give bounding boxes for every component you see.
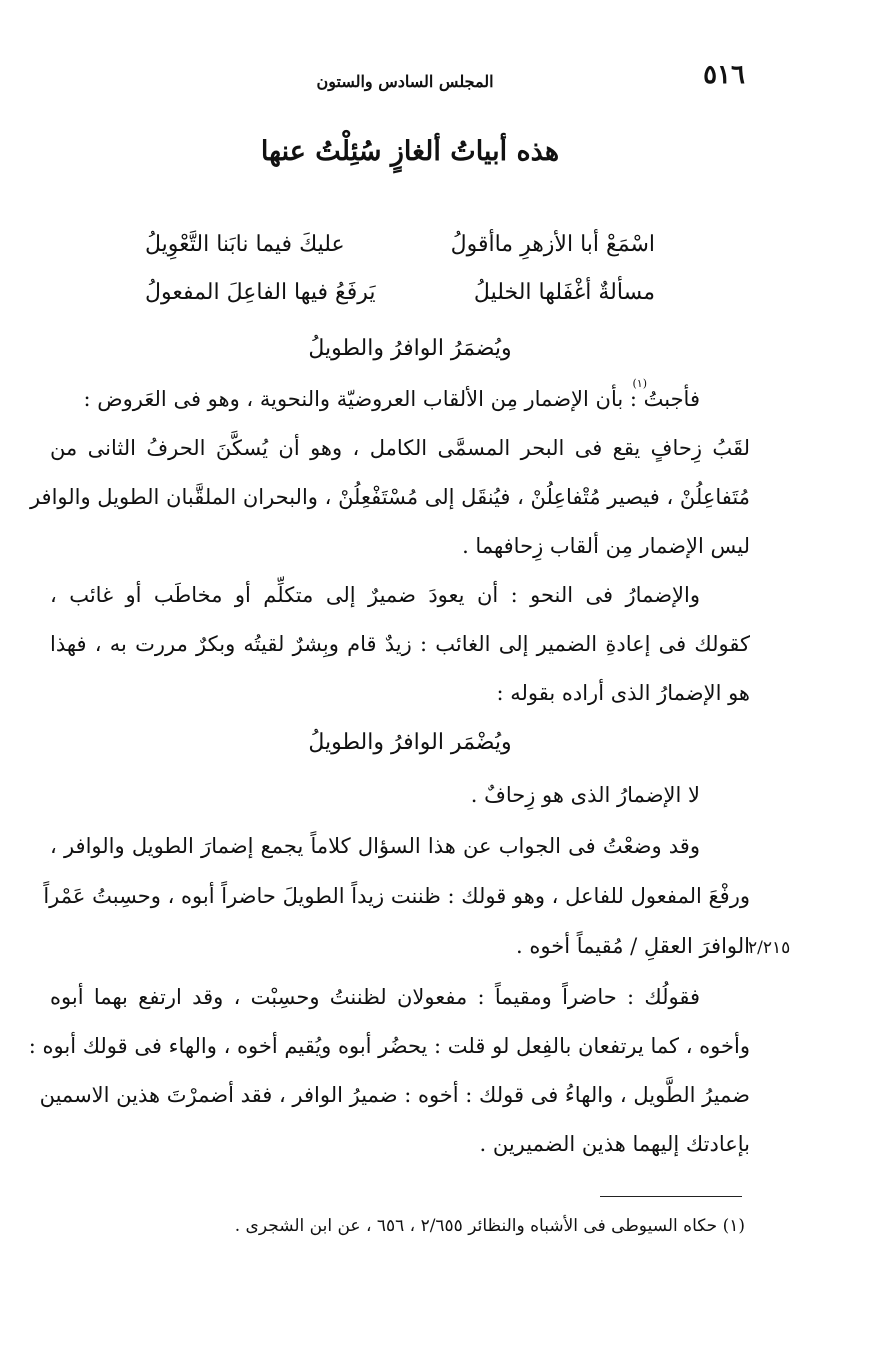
paragraph1-line-1-text: فأجبتُ : بأن الإضمار مِن الألقاب العروضيّة والنحوية ، وهو فى العَروض : bbox=[83, 387, 700, 411]
verse-2-second-hemistich: يَرفَعُ فيها الفاعِلَ المفعولُ bbox=[145, 280, 376, 305]
paragraph3-line-1: وقد وضعْتُ فى الجواب عن هذا السؤال كلاماً يجمع إضمارَ الطويل والوافر ، bbox=[50, 834, 700, 858]
paragraph2-line-3: هو الإضمارُ الذى أراده بقوله : bbox=[496, 681, 750, 705]
paragraph3-line-3: الوافرَ العقلِ / مُقيماً أخوه . bbox=[516, 934, 750, 958]
running-title: المجلس السادس والستون bbox=[316, 72, 494, 91]
verse-2-first-hemistich: مسألةٌ أغْفَلها الخليلُ bbox=[473, 280, 655, 305]
paragraph4-line-3: ضميرُ الطَّويل ، والهاءُ فى قولك : أخوه : ضميرُ الوافر ، فقد أضمرْتَ هذين الاسمين bbox=[39, 1083, 750, 1107]
paragraph2-line-1: والإضمارُ فى النحو : أن يعودَ ضميرٌ إلى متكلِّم أو مخاطَب أو غائب ، bbox=[50, 583, 700, 607]
paragraph2-line-2: كقولك فى إعادةِ الضمير إلى الغائب : زيدٌ قام وبِشرٌ لقيتُه وبكرٌ مررت به ، فهذا bbox=[50, 632, 750, 656]
paragraph1-line-1 bbox=[50, 377, 700, 411]
paragraph3-line-2: ورفْعَ المفعول للفاعل ، وهو قولك : ظننت زيداً الطويلَ حاضراً أبوه ، وحسِبتُ عَمْراً bbox=[43, 884, 750, 908]
not-line: لا الإضمارُ الذى هو زِحافٌ . bbox=[470, 783, 700, 807]
verse-tail: ويُضمَرُ الوافرُ والطويلُ bbox=[308, 336, 512, 361]
footnote-separator bbox=[600, 1196, 742, 1197]
footnote-text: حكاه السيوطى فى الأشباه والنظائر ٢/٦٥٥ ، ٦٥٦ ، عن ابن الشجرى . bbox=[234, 1216, 718, 1236]
paragraph4-line-2: وأخوه ، كما يرتفعان بالفِعل لو قلت : يحضُر أبوه ويُقيم أخوه ، والهاء فى قولك أبوه : bbox=[28, 1034, 750, 1058]
verse-1 bbox=[145, 232, 655, 272]
paragraph1-line-4: ليس الإضمار مِن ألقاب زِحافهما . bbox=[462, 534, 750, 558]
footnote-marker-inline: (١) bbox=[632, 377, 647, 390]
footnote-marker: (١) bbox=[722, 1216, 745, 1236]
paragraph4-line-4: بإعادتك إليهما هذين الضميرين . bbox=[479, 1132, 750, 1156]
quote-line: ويُضْمَر الوافرُ والطويلُ bbox=[308, 730, 512, 755]
verse-1-second-hemistich: عليكَ فيما نابَنا التَّعْوِيلُ bbox=[145, 232, 345, 257]
verse-2 bbox=[145, 280, 655, 320]
paragraph1-line-2: لقَبُ زِحافٍ يقع فى البحر المسمَّى الكامل ، وهو أن يُسكَّنَ الحرفُ الثانى من bbox=[50, 436, 750, 460]
footnote bbox=[150, 1216, 745, 1236]
margin-reference: ٢/٢١٥ bbox=[748, 938, 791, 958]
paragraph4-line-1: فقولُك : حاضراً ومقيماً : مفعولان لظننتُ وحسِبْت ، وقد ارتفع بهما أبوه bbox=[50, 985, 700, 1009]
verse-1-first-hemistich: اسْمَعْ أبا الأزهرِ ماأقولُ bbox=[450, 232, 655, 257]
paragraph1-line-3: مُتَفاعِلُنْ ، فيصير مُتْفاعِلُنْ ، فيُنقَل إلى مُسْتَفْعِلُنْ ، والبحران الملقَّبان الطويل والوافر bbox=[29, 485, 750, 509]
section-title: هذه أبياتُ ألغازٍ سُئِلْتُ عنها bbox=[260, 136, 560, 167]
page-number: ٥١٦ bbox=[703, 60, 745, 90]
